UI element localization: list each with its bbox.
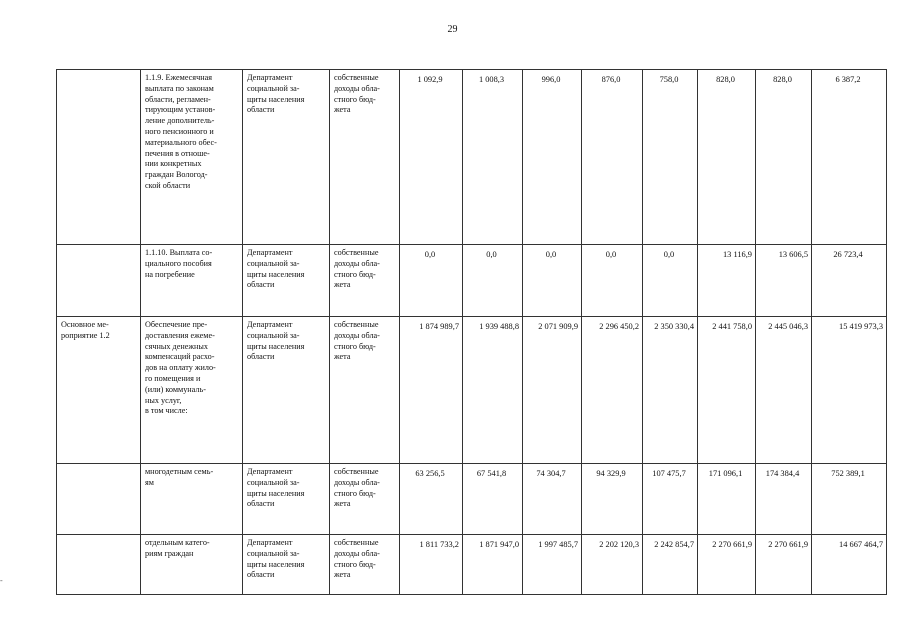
value-cell: 94 329,9 xyxy=(582,464,643,535)
measure-cell xyxy=(57,535,141,595)
margin-mark: - xyxy=(0,576,3,585)
value-cell: 1 092,9 xyxy=(400,70,463,245)
value-cell: 2 445 046,3 xyxy=(756,317,812,464)
total-cell: 26 723,4 xyxy=(812,245,887,317)
value-cell: 67 541,8 xyxy=(463,464,523,535)
source-cell: собственные доходы обла- стного бюд- жета xyxy=(330,245,400,317)
value-cell: 2 350 330,4 xyxy=(643,317,698,464)
measure-cell xyxy=(57,70,141,245)
value-cell: 174 384,4 xyxy=(756,464,812,535)
executor-cell: Департамент социальной за- щиты населения области xyxy=(243,464,330,535)
executor-cell: Департамент социальной за- щиты населения области xyxy=(243,317,330,464)
total-cell: 6 387,2 xyxy=(812,70,887,245)
value-cell: 13 116,9 xyxy=(698,245,756,317)
value-cell: 2 270 661,9 xyxy=(698,535,756,595)
value-cell: 1 871 947,0 xyxy=(463,535,523,595)
value-cell: 828,0 xyxy=(698,70,756,245)
executor-cell: Департамент социальной за- щиты населения области xyxy=(243,535,330,595)
title-cell: отдельным катего- риям граждан xyxy=(141,535,243,595)
total-cell: 15 419 973,3 xyxy=(812,317,887,464)
page-number: 29 xyxy=(447,24,458,35)
title-cell: многодетным семь- ям xyxy=(141,464,243,535)
value-cell: 107 475,7 xyxy=(643,464,698,535)
value-cell: 2 071 909,9 xyxy=(523,317,582,464)
table-row xyxy=(57,535,887,595)
value-cell: 828,0 xyxy=(756,70,812,245)
value-cell: 171 096,1 xyxy=(698,464,756,535)
measure-cell xyxy=(57,464,141,535)
value-cell: 1 874 989,7 xyxy=(400,317,463,464)
value-cell: 2 296 450,2 xyxy=(582,317,643,464)
budget-table xyxy=(56,69,887,595)
value-cell: 0,0 xyxy=(582,245,643,317)
source-cell: собственные доходы обла- стного бюд- жета xyxy=(330,70,400,245)
table-row xyxy=(57,464,887,535)
value-cell: 1 939 488,8 xyxy=(463,317,523,464)
measure-cell: Основное ме- роприятие 1.2 xyxy=(57,317,141,464)
value-cell: 74 304,7 xyxy=(523,464,582,535)
source-cell: собственные доходы обла- стного бюд- жета xyxy=(330,317,400,464)
value-cell: 0,0 xyxy=(643,245,698,317)
title-cell: 1.1.9. Ежемесячная выплата по законам области, регламен- тирующим установ- ление дополнитель- ного пенсионного и материального обес- печения в отноше- нии конкретных граждан Вологод- ской области xyxy=(141,70,243,245)
source-cell: собственные доходы обла- стного бюд- жета xyxy=(330,464,400,535)
value-cell: 2 441 758,0 xyxy=(698,317,756,464)
value-cell: 63 256,5 xyxy=(400,464,463,535)
executor-cell: Департамент социальной за- щиты населения области xyxy=(243,245,330,317)
value-cell: 13 606,5 xyxy=(756,245,812,317)
total-cell: 752 389,1 xyxy=(812,464,887,535)
value-cell: 0,0 xyxy=(463,245,523,317)
table-row xyxy=(57,317,887,464)
value-cell: 758,0 xyxy=(643,70,698,245)
title-cell: Обеспечение пре- доставления ежеме- сячных денежных компенсаций расхо- дов на оплату жило- го помещения и (или) коммуналь- ных услуг, в том числе: xyxy=(141,317,243,464)
value-cell: 0,0 xyxy=(400,245,463,317)
value-cell: 0,0 xyxy=(523,245,582,317)
total-cell: 14 667 464,7 xyxy=(812,535,887,595)
value-cell: 2 270 661,9 xyxy=(756,535,812,595)
value-cell: 1 811 733,2 xyxy=(400,535,463,595)
title-cell: 1.1.10. Выплата со- циального пособия на погребение xyxy=(141,245,243,317)
source-cell: собственные доходы обла- стного бюд- жета xyxy=(330,535,400,595)
value-cell: 876,0 xyxy=(582,70,643,245)
value-cell: 996,0 xyxy=(523,70,582,245)
table-row xyxy=(57,245,887,317)
table-row xyxy=(57,70,887,245)
value-cell: 1 997 485,7 xyxy=(523,535,582,595)
value-cell: 2 202 120,3 xyxy=(582,535,643,595)
value-cell: 1 008,3 xyxy=(463,70,523,245)
executor-cell: Департамент социальной за- щиты населения области xyxy=(243,70,330,245)
measure-cell xyxy=(57,245,141,317)
value-cell: 2 242 854,7 xyxy=(643,535,698,595)
